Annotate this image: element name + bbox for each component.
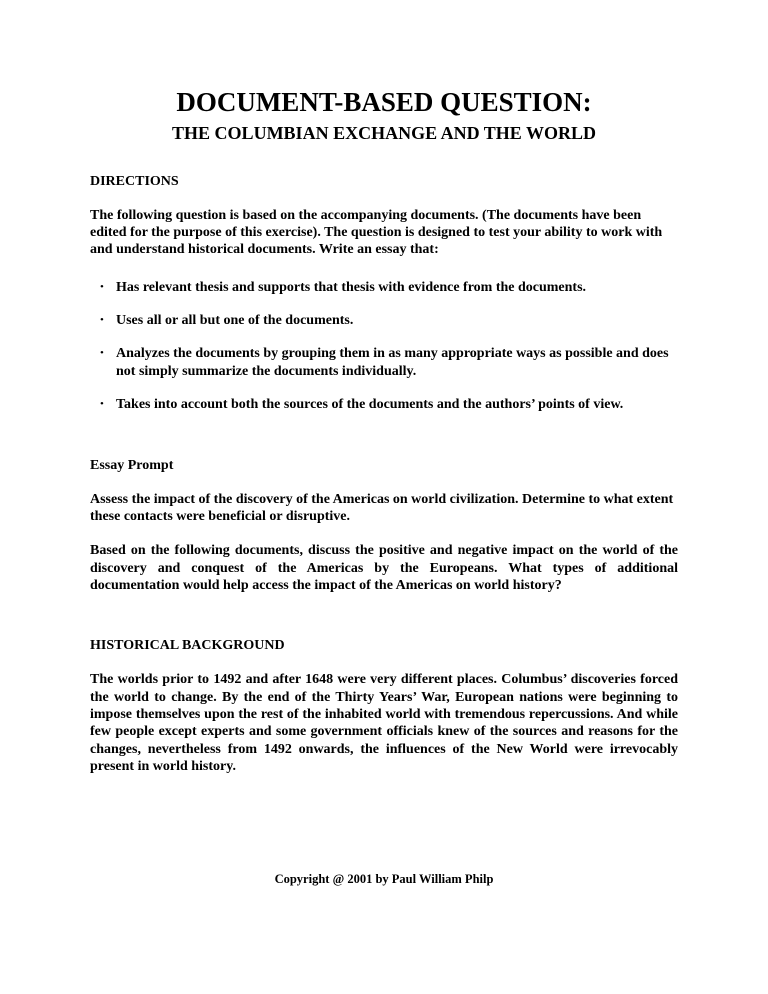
bullet-text: Takes into account both the sources of the documents and the authors’ points of view.: [116, 397, 624, 413]
bullet-text: Has relevant thesis and supports that thesis with evidence from the documents.: [116, 279, 587, 295]
bullet-item: [90, 312, 678, 329]
bullet-text: Uses all or all but one of the documents.: [116, 313, 354, 329]
bullet-icon: •: [100, 280, 104, 293]
historical-background-paragraph: The worlds prior to 1492 and after 1648 were very different places. Columbus’ discoveries forced the world to change. By the end of the Thirty Years’ War, European nations were beginning to impose themselves upon the rest of the inhabited world with tremendous repercussions. And while few people except experts and some government officials knew of the sources and reasons for the changes, nevertheless from 1492 onwards, the influences of the New World were irrevocably present in world history.: [90, 672, 678, 775]
directions-intro: The following question is based on the accompanying documents. (The documents have been edited for the purpose of this exercise). The question is designed to test your ability to work with and understand historical documents. Write an essay that:: [90, 207, 663, 258]
bullet-text: Analyzes the documents by grouping them in as many appropriate ways as possible and does not simply summarize the documents individually.: [116, 346, 669, 379]
bullet-icon: •: [100, 398, 104, 411]
copyright-notice: Copyright @ 2001 by Paul William Philp: [274, 872, 494, 886]
bullet-item: [90, 345, 678, 380]
bullet-item: [90, 396, 678, 413]
directions-bullet-list: [90, 279, 678, 414]
document-title: DOCUMENT-BASED QUESTION:: [176, 87, 592, 117]
bullet-icon: •: [100, 314, 104, 327]
bullet-icon: •: [100, 347, 104, 360]
essay-prompt-paragraph-1: Assess the impact of the discovery of the Americas on world civilization. Determine to what extent these contacts were beneficial or disruptive.: [90, 491, 674, 524]
historical-background-heading: HISTORICAL BACKGROUND: [90, 638, 285, 654]
essay-prompt-paragraph-2: Based on the following documents, discuss the positive and negative impact on the world of the discovery and conquest of the Americas by the Europeans. What types of additional documentation would help access the impact of the Americas on world history?: [90, 543, 678, 593]
essay-prompt-heading: Essay Prompt: [90, 457, 174, 473]
directions-heading: DIRECTIONS: [90, 173, 179, 189]
document-subtitle: THE COLUMBIAN EXCHANGE AND THE WORLD: [172, 122, 596, 143]
bullet-item: [90, 279, 678, 296]
